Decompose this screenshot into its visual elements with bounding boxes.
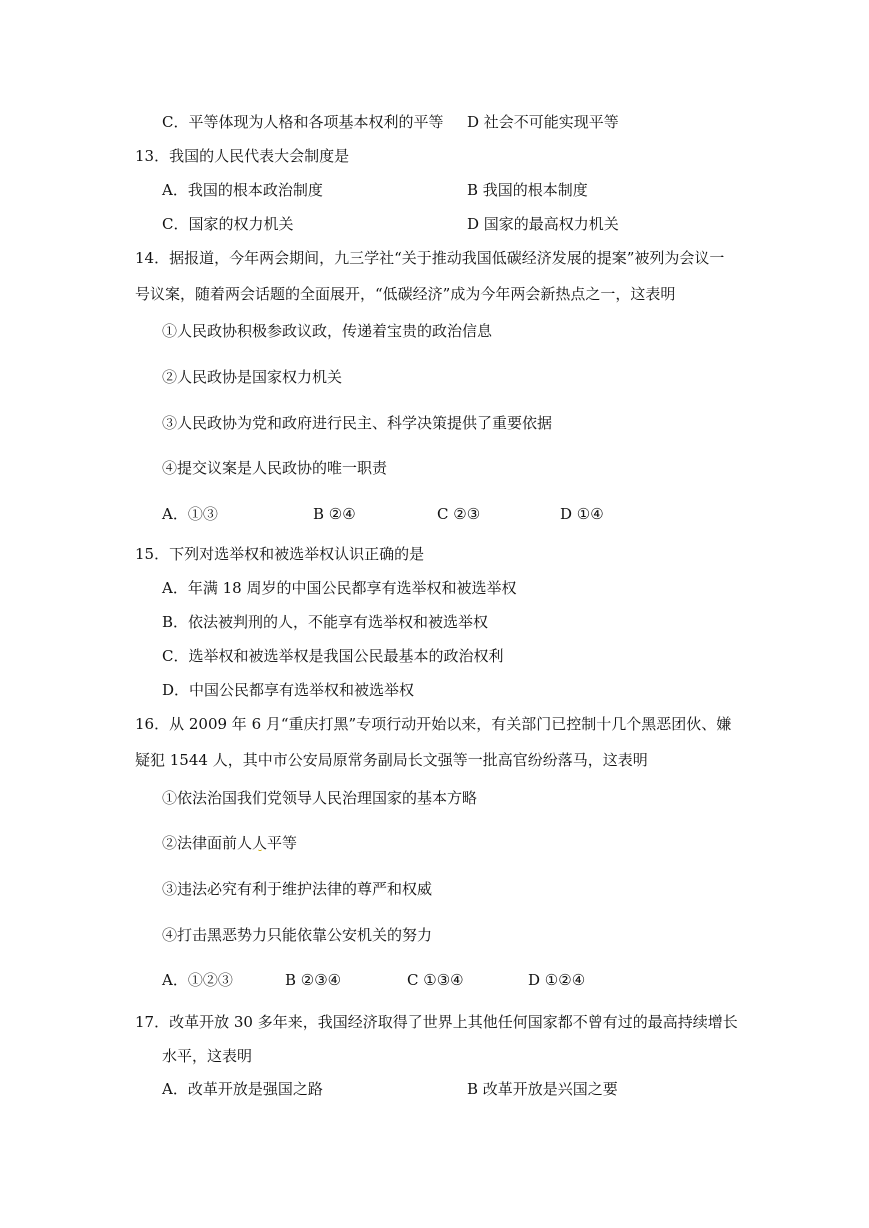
q12-option-c: C．平等体现为人格和各项基本权利的平等 <box>162 113 444 131</box>
q14-option-c: C ②③ <box>437 505 481 523</box>
q16-statement-3: ③违法必究有利于维护法律的尊严和权威 <box>162 880 433 898</box>
q16-stem-line-2: 疑犯 1544 人，其中市公安局原常务副局长文强等一批高官纷纷落马，这表明 <box>135 751 648 769</box>
q16-option-c: C ①③④ <box>407 971 464 989</box>
q15-option-b: B．依法被判刑的人，不能享有选举权和被选举权 <box>162 613 489 631</box>
q13-option-c: C．国家的权力机关 <box>162 215 294 233</box>
q13-option-a: A．我国的根本政治制度 <box>162 181 323 199</box>
q13-stem: 13．我国的人民代表大会制度是 <box>135 147 350 165</box>
q14-statement-1: ①人民政协积极参政议政，传递着宝贵的政治信息 <box>162 322 493 340</box>
q14-option-d: D ①④ <box>560 505 604 523</box>
q14-statement-3: ③人民政协为党和政府进行民主、科学决策提供了重要依据 <box>162 414 553 432</box>
q16-stem-line-1: 16．从 2009 年 6 月“重庆打黑”专项行动开始以来，有关部门已控制十几个黑恶团伙、嫌 <box>135 715 732 733</box>
q13-option-d: D 国家的最高权力机关 <box>467 215 619 233</box>
q16-statement-1: ①依法治国我们党领导人民治理国家的基本方略 <box>162 789 478 807</box>
q16-option-d: D ①②④ <box>528 971 586 989</box>
q16-option-a: A．①②③ <box>162 971 233 989</box>
q13-option-b: B 我国的根本制度 <box>467 181 588 199</box>
q15-option-d: D．中国公民都享有选举权和被选举权 <box>162 681 415 699</box>
q12-option-d: D 社会不可能实现平等 <box>467 113 619 131</box>
yellow-underline-mark <box>258 847 262 851</box>
q17-option-a: A．改革开放是强国之路 <box>162 1080 323 1098</box>
q14-statement-2: ②人民政协是国家权力机关 <box>162 368 343 386</box>
q16-statement-2: ②法律面前人人平等 <box>162 834 298 852</box>
q17-stem-line-2: 水平，这表明 <box>162 1047 253 1065</box>
q17-stem-line-1: 17．改革开放 30 多年来，我国经济取得了世界上其他任何国家都不曾有过的最高持续增长 <box>135 1013 738 1031</box>
q14-statement-4: ④提交议案是人民政协的唯一职责 <box>162 459 388 477</box>
q14-stem-line-2: 号议案，随着两会话题的全面展开，“低碳经济”成为今年两会新热点之一，这表明 <box>135 285 676 303</box>
q15-option-c: C．选举权和被选举权是我国公民最基本的政治权利 <box>162 647 504 665</box>
q15-option-a: A．年满 18 周岁的中国公民都享有选举权和被选举权 <box>162 579 517 597</box>
q17-option-b: B 改革开放是兴国之要 <box>467 1080 618 1098</box>
q15-stem: 15．下列对选举权和被选举权认识正确的是 <box>135 545 425 563</box>
q16-option-b: B ②③④ <box>285 971 342 989</box>
q14-option-b: B ②④ <box>313 505 356 523</box>
q14-stem-line-1: 14．据报道，今年两会期间，九三学社“关于推动我国低碳经济发展的提案”被列为会议一 <box>135 249 725 267</box>
q16-statement-4: ④打击黑恶势力只能依靠公安机关的努力 <box>162 926 433 944</box>
q14-option-a: A．①③ <box>162 505 218 523</box>
